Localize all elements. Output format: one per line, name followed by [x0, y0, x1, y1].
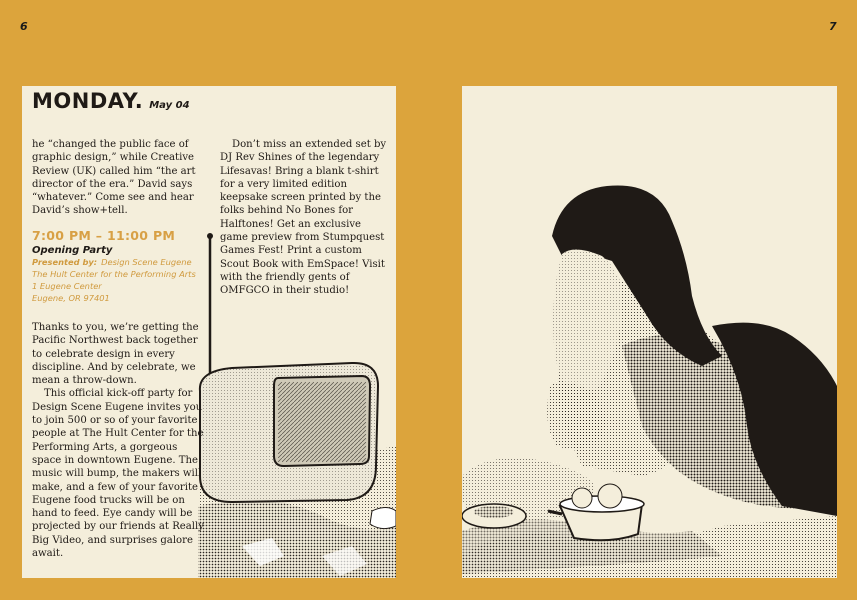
- day-title: MONDAY.: [32, 89, 144, 113]
- event-address1: 1 Eugene Center: [32, 281, 102, 291]
- column1-top-text: he “changed the public face of graphic design,” while Creative Review (UK) called him “the art director of the era.” David says “whatever.” Come see and hear David’s show+tell.: [32, 139, 196, 217]
- event-presenter: Design Scene Eugene: [101, 257, 192, 267]
- column1-body: [32, 321, 204, 560]
- column2-text: Don’t miss an extended set by DJ Rev Shines of the legendary Lifesavas! Bring a blank t-shirt for a very limited edition keepsake screen printed by the folks behind No Bones for Halftones! Get an exclusive game preview from Stumpquest Games Fest! Print a custom Scout Book with EmSpace! Visit with the friendly gents of OMFGCO in their studio!: [220, 139, 387, 297]
- page-number-left: 6: [20, 20, 28, 33]
- date-label: May 04: [149, 100, 190, 111]
- page-number-right: 7: [829, 20, 837, 33]
- woman-eating-photo: [462, 86, 837, 578]
- presented-by-label: Presented by:: [32, 257, 98, 267]
- event-time: 7:00 PM – 11:00 PM: [32, 228, 176, 243]
- event-venue: The Hult Center for the Performing Arts: [32, 269, 196, 279]
- paragraph-kickoff: This official kick-off party for Design Scene Eugene invites you to join 500 or so of your favorite people at The Hult Center for the Performing Arts, a gorgeous space in downtown Eugene. The music will bump, the makers will make, and a few of your favorite Eugene food trucks will be on hand to feed. Eye candy will be projected by our friends at Really Big Video, and surprises galore await.: [32, 388, 204, 560]
- right-page: [462, 86, 837, 578]
- event-title: Opening Party: [32, 245, 113, 256]
- left-page: [22, 86, 396, 578]
- paragraph-intro: Thanks to you, we’re getting the Pacific Northwest back together to celebrate design in every discipline. And by celebrate, we mean a throw-down.: [32, 322, 199, 387]
- event-address2: Eugene, OR 97401: [32, 293, 110, 303]
